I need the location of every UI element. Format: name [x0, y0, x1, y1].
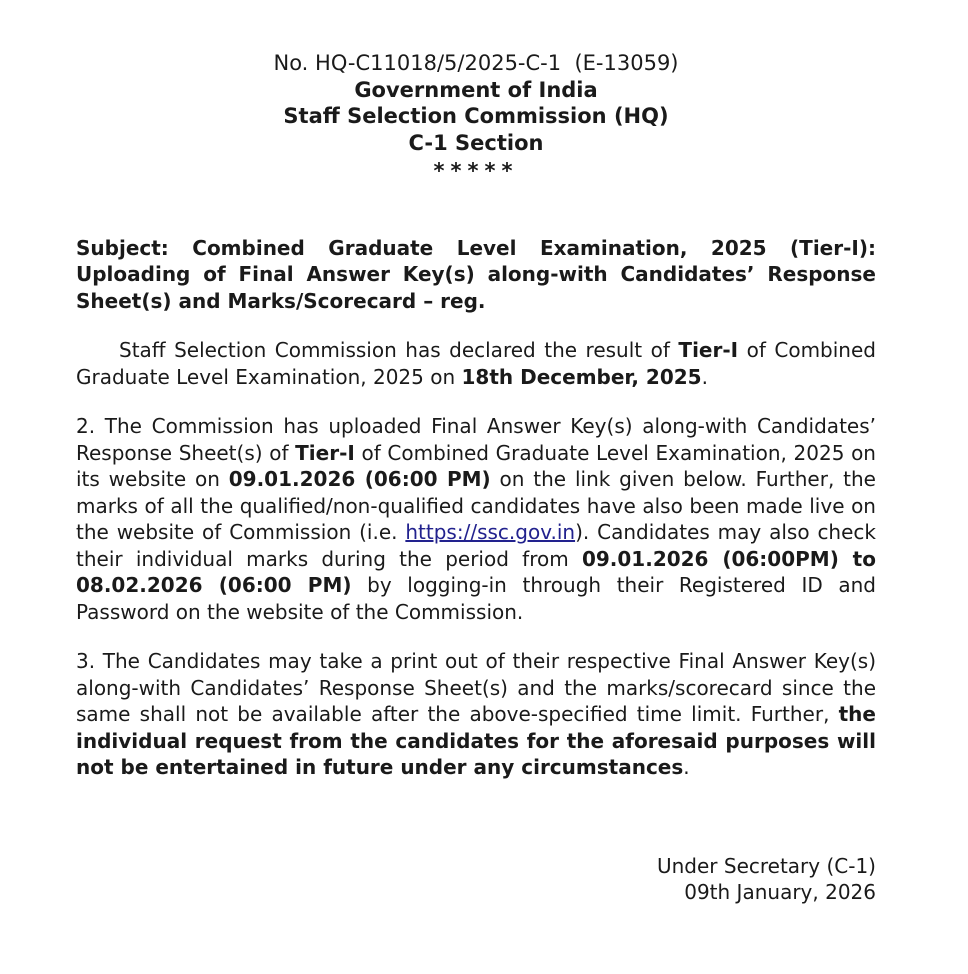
bold-text-run: 09.01.2026 (06:00 PM)	[228, 467, 491, 491]
bold-text-run: Tier-I	[295, 440, 355, 465]
org-name-commission: Staff Selection Commission (HQ)	[283, 104, 669, 128]
paragraph-result-declared	[76, 337, 876, 390]
signatory-title: Under Secretary (C-1)	[656, 853, 876, 878]
ssc-website-link[interactable]: https://ssc.gov.in	[405, 520, 576, 544]
notice-body	[76, 235, 876, 781]
org-section: C-1 Section	[408, 130, 544, 155]
text-run: of Combined Graduate Level Examination, 2025 on its website on	[76, 440, 876, 491]
signature-block	[76, 853, 876, 906]
text-run: of Combined Graduate Level Examination, 2025 on	[76, 338, 876, 389]
letterhead	[76, 50, 876, 183]
org-name-government: Government of India	[354, 77, 598, 102]
text-run: by logging-in through their Registered ID and Password on the website of the Commission.	[76, 573, 877, 624]
text-run: on the link given below. Further, the marks of all the qualified/non-qualified candidates have also been made live on the website of Commission (i.e.	[76, 467, 876, 544]
text-run: Staff Selection Commission has declared the result of	[119, 338, 679, 362]
text-run: .	[701, 364, 708, 389]
bold-text-run: the individual request from the candidates for the aforesaid purposes will not be entertained in future under any circumstances	[76, 702, 876, 779]
reference-number: No. HQ-C11018/5/2025-C-1 (E-13059)	[273, 51, 679, 75]
text-run: ). Candidates may also check their individual marks during the period from	[76, 520, 876, 571]
bold-text-run: Tier-I	[678, 338, 739, 362]
text-run: .	[683, 755, 690, 779]
paragraph-answer-key-upload	[76, 413, 876, 625]
bold-text-run: 18th December, 2025	[461, 364, 702, 389]
separator-stars: *****	[433, 159, 519, 183]
text-run: 3. The Candidates may take a print out of their respective Final Answer Key(s) along-with Candidates’ Response Sheet(s) and the marks/scorecard since the same shall not be available after the above-specified time limit. Further,	[76, 649, 876, 726]
bold-text-run: 09.01.2026 (06:00PM) to 08.02.2026 (06:00 PM)	[76, 546, 876, 597]
paragraph-printout-advice	[76, 648, 876, 781]
signature-date: 09th January, 2026	[684, 880, 876, 904]
text-run: 2. The Commission has uploaded Final Answer Key(s) along-with Candidates’ Response Sheet(s) of	[76, 414, 876, 465]
subject-line: Subject: Combined Graduate Level Examination, 2025 (Tier-I): Uploading of Final Answer Key(s) along-with Candidates’ Response Sheet(s) and Marks/Scorecard – reg.	[76, 235, 876, 313]
